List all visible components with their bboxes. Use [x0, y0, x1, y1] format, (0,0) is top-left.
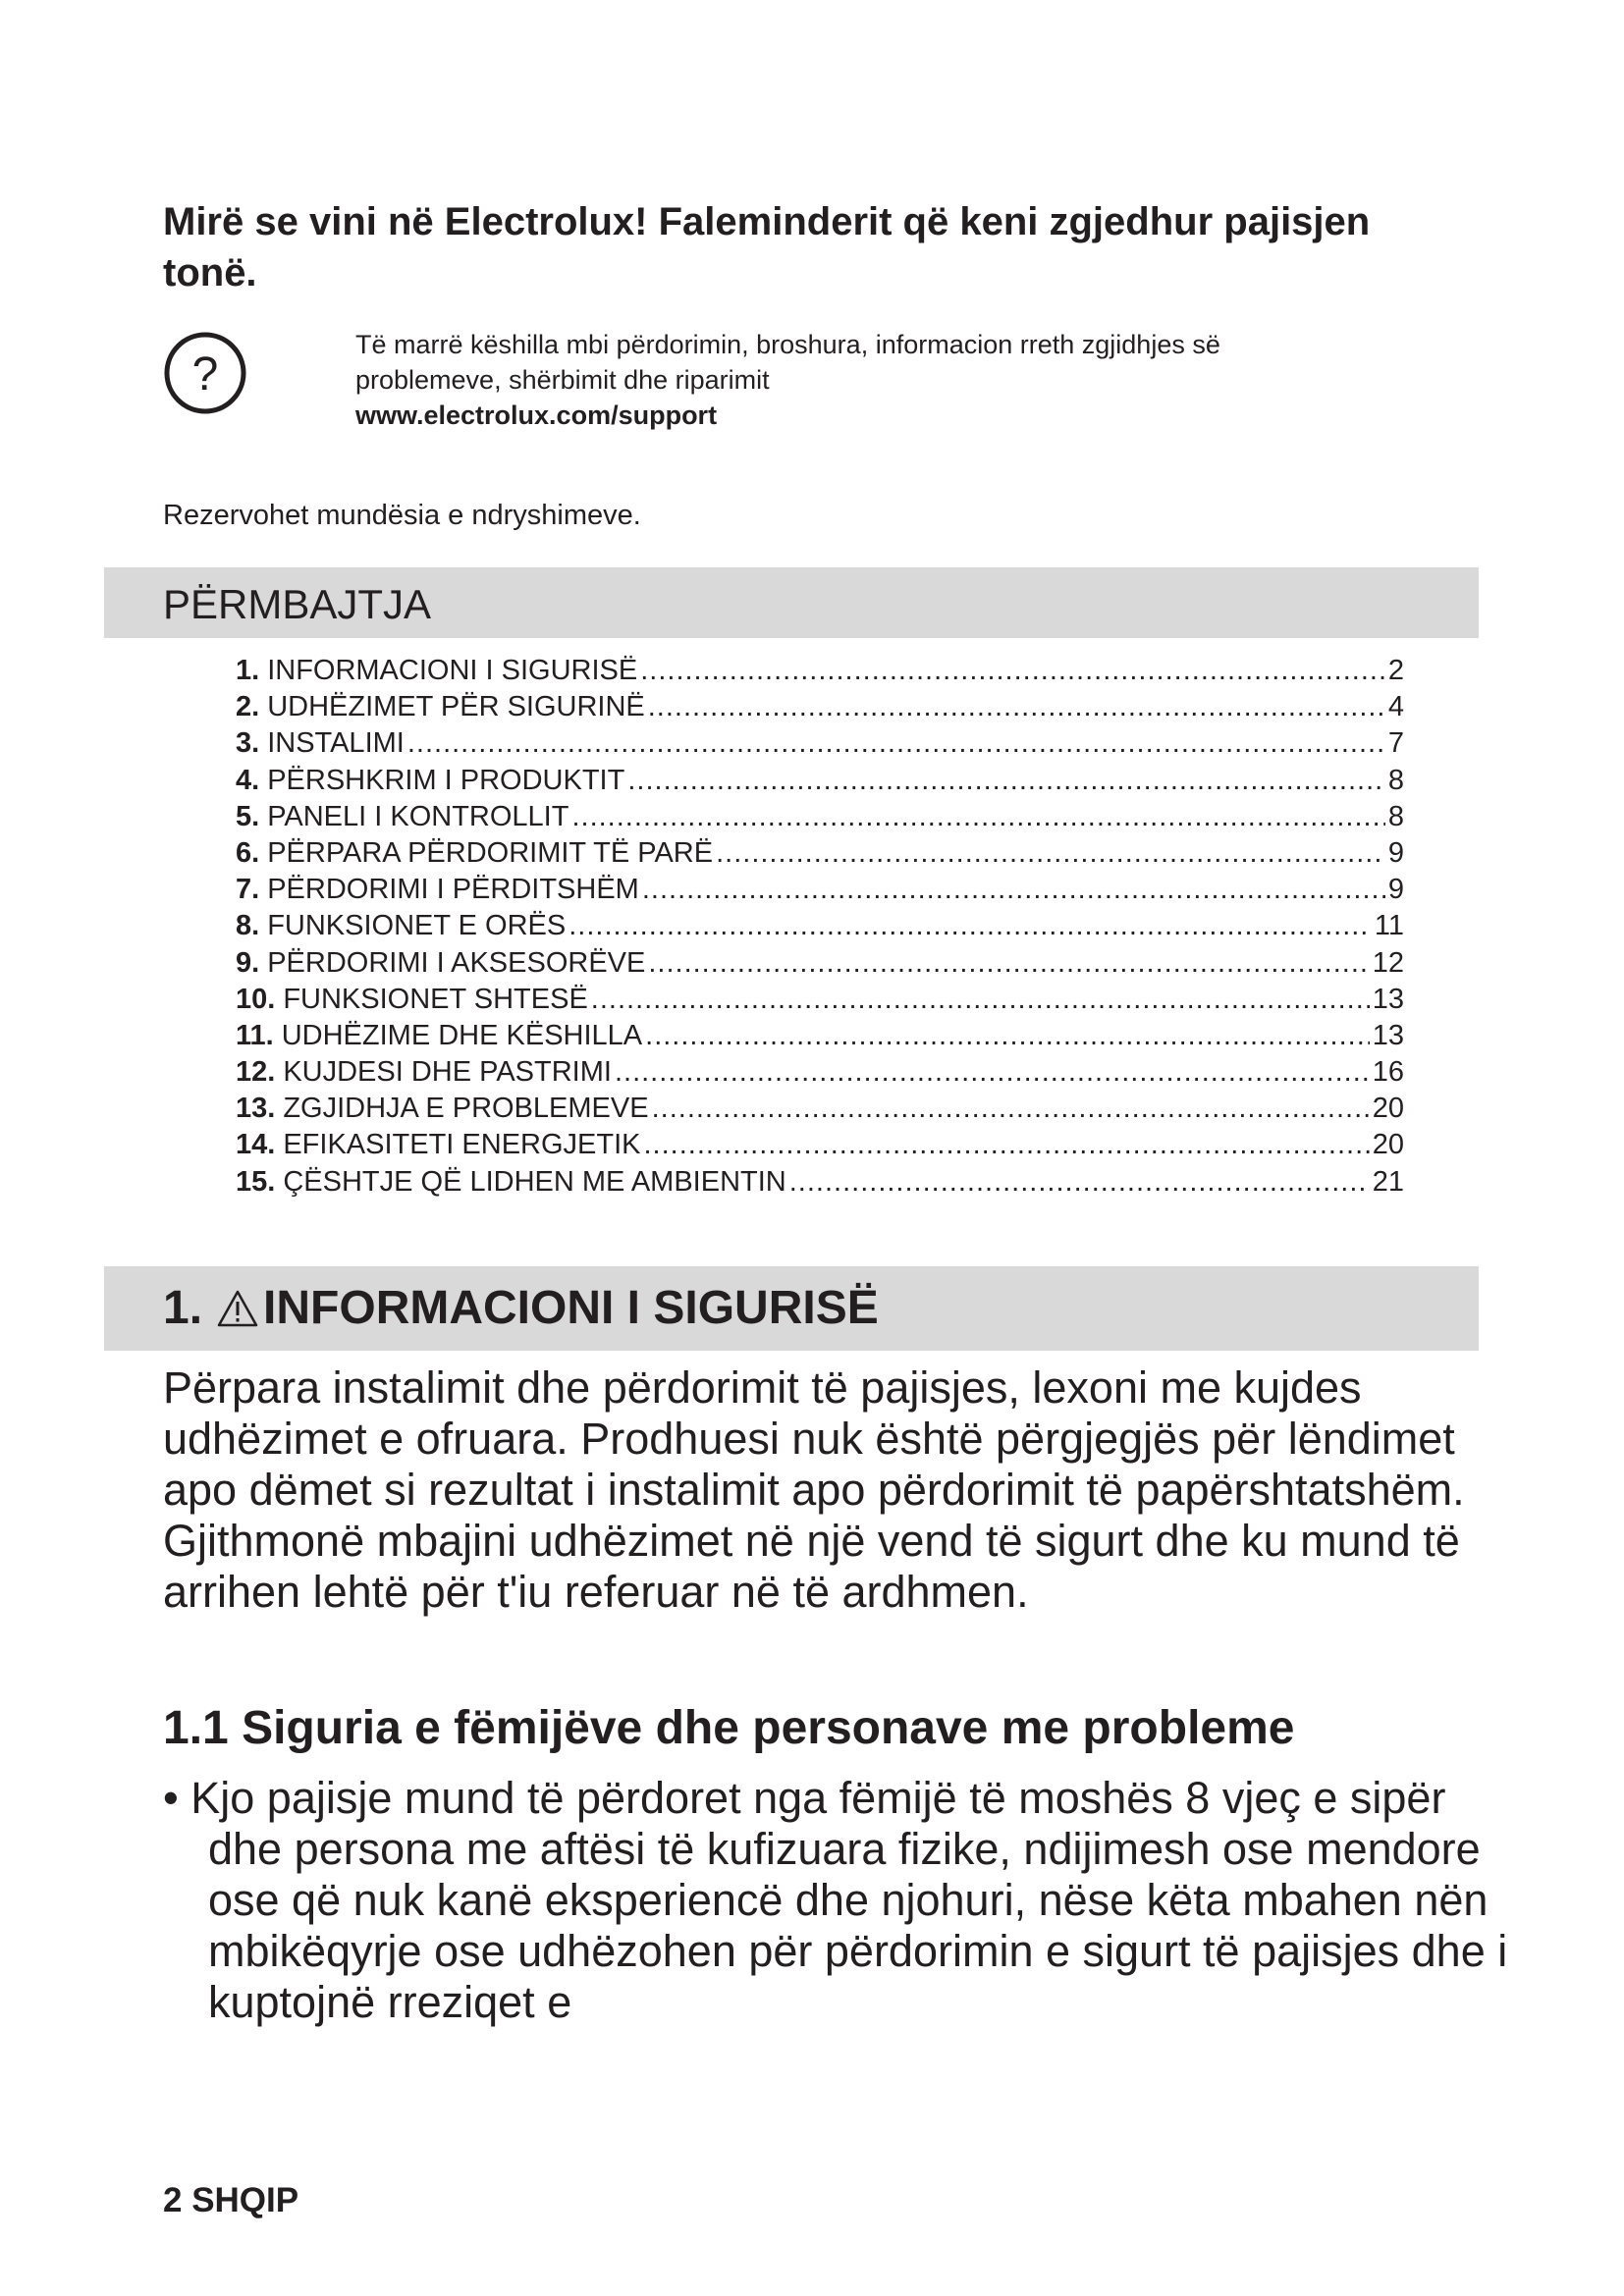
toc-item-page: 20 [1372, 1129, 1404, 1161]
toc-item-page: 20 [1372, 1093, 1404, 1125]
toc-leader-dots [652, 1091, 1370, 1127]
reserve-note: Rezervohet mundësia e ndryshimeve. [163, 500, 641, 531]
subsection-title: 1.1 Siguria e fëmijëve dhe personave me probleme [163, 1702, 1295, 1754]
toc-item-page: 8 [1387, 800, 1404, 832]
toc-item-label: UDHËZIME DHE KËSHILLA [281, 1019, 643, 1051]
toc-item-page: 13 [1372, 1019, 1404, 1051]
toc-item-label: FUNKSIONET E ORËS [267, 910, 567, 942]
toc-item-label: PANELI I KONTROLLIT [267, 800, 569, 832]
toc-item-label: PËRDORIMI I PËRDITSHËM [267, 874, 639, 906]
toc-item[interactable] [236, 725, 1404, 762]
toc-item-label: UDHËZIMET PËR SIGURINË [267, 691, 645, 723]
toc-item[interactable] [236, 1018, 1404, 1054]
toc-leader-dots [615, 1054, 1370, 1091]
toc-item-number: 13. [236, 1093, 276, 1125]
section-intro-paragraph: Përpara instalimit dhe përdorimit të pajisjes, lexoni me kujdes udhëzimet e ofruara. Prodhuesi nuk është përgjegjës për lëndimet apo dëmet si rezultat i instalimit apo përdorimit të papërshtatshëm. Gjithmonë mbajini udhëzimet në një vend të sigurt dhe ku mund të arrihen lehtë për t'iu referuar në të ardhmen. [163, 1362, 1465, 1617]
toc-item-label: EFIKASITETI ENERGJETIK [283, 1129, 641, 1161]
toc-leader-dots [627, 763, 1385, 799]
toc-leader-dots [648, 945, 1369, 982]
toc-item-page: 16 [1372, 1056, 1404, 1089]
toc-item[interactable] [236, 653, 1404, 689]
toc-leader-dots [716, 835, 1385, 872]
toc-leader-dots [645, 1018, 1370, 1054]
toc-item[interactable] [236, 1054, 1404, 1091]
toc-item[interactable] [236, 1164, 1404, 1201]
toc-item-number: 8. [236, 910, 260, 942]
section-1-title [163, 1278, 879, 1339]
toc-item-label: ÇËSHTJE QË LIDHEN ME AMBIENTIN [283, 1165, 786, 1198]
toc-item-page: 7 [1387, 727, 1404, 760]
toc-item[interactable] [236, 835, 1404, 872]
toc-item[interactable] [236, 872, 1404, 908]
toc-item-page: 4 [1387, 691, 1404, 723]
section-title-text: INFORMACIONI I SIGURISË [263, 1282, 879, 1334]
toc-title: PËRMBAJTJA [163, 581, 432, 627]
toc-leader-dots [640, 653, 1385, 689]
toc-item-page: 13 [1372, 983, 1404, 1015]
toc-item-number: 2. [236, 691, 260, 723]
toc-item[interactable] [236, 1091, 1404, 1127]
page-footer: 2 SHQIP [163, 2181, 299, 2219]
support-info-line-1: Të marrë këshilla mbi përdorimin, broshura, informacion rreth zgjidhjes së [355, 330, 1220, 359]
warning-triangle-icon [216, 1289, 259, 1328]
toc-item[interactable] [236, 982, 1404, 1018]
toc-item-number: 9. [236, 946, 260, 979]
toc-item-page: 9 [1387, 836, 1404, 869]
toc-item-number: 4. [236, 764, 260, 796]
toc-item-page: 2 [1387, 655, 1404, 686]
toc-leader-dots [568, 908, 1372, 944]
toc-item-page: 21 [1372, 1165, 1404, 1198]
toc-leader-dots [407, 725, 1385, 762]
toc-leader-dots [644, 1127, 1370, 1163]
question-circle-icon [163, 331, 247, 415]
toc-leader-dots [642, 872, 1385, 908]
table-of-contents [236, 653, 1404, 1201]
toc-item-number: 14. [236, 1129, 276, 1161]
toc-item-number: 7. [236, 874, 260, 906]
toc-leader-dots [648, 689, 1385, 725]
bullet-paragraph: • Kjo pajisje mund të përdoret nga fëmijë të moshës 8 vjeç e sipër dhe persona me aftësi të kufizuara fizike, ndijimesh ose mendore ose që nuk kanë eksperiencë dhe njohuri, nëse këta mbahen nën mbikëqyrje ose udhëzohen për përdorimin e sigurt të pajisjes dhe i kuptojnë rreziqet e [163, 1773, 1508, 2027]
toc-item-number: 5. [236, 800, 260, 832]
toc-item-label: PËRSHKRIM I PRODUKTIT [267, 764, 625, 796]
toc-item-page: 9 [1387, 874, 1404, 906]
support-url-link[interactable]: www.electrolux.com/support [355, 400, 718, 430]
svg-text:?: ? [191, 348, 219, 400]
toc-item[interactable] [236, 1127, 1404, 1163]
toc-leader-dots [571, 799, 1384, 835]
toc-item[interactable] [236, 945, 1404, 982]
toc-item-label: PËRDORIMI I AKSESORËVE [267, 946, 646, 979]
toc-item-number: 12. [236, 1056, 276, 1089]
toc-leader-dots [591, 982, 1370, 1018]
toc-item-label: INSTALIMI [267, 727, 405, 760]
toc-item-number: 1. [236, 655, 260, 686]
toc-item[interactable] [236, 763, 1404, 799]
toc-item-label: FUNKSIONET SHTESË [283, 983, 588, 1015]
toc-item-page: 11 [1374, 910, 1404, 942]
support-info [355, 327, 1337, 433]
toc-item-label: KUJDESI DHE PASTRIMI [283, 1056, 612, 1089]
toc-item[interactable] [236, 689, 1404, 725]
toc-item-label: PËRPARA PËRDORIMIT TË PARË [267, 836, 714, 869]
toc-item[interactable] [236, 908, 1404, 944]
support-info-line-2: problemeve, shërbimit dhe riparimit [355, 365, 770, 395]
toc-item-number: 15. [236, 1165, 276, 1198]
section-number: 1. [163, 1282, 203, 1334]
toc-item-label: ZGJIDHJA E PROBLEMEVE [283, 1093, 649, 1125]
toc-item-number: 11. [236, 1019, 274, 1051]
toc-item-number: 6. [236, 836, 260, 869]
toc-item-number: 10. [236, 983, 276, 1015]
toc-item-page: 8 [1387, 764, 1404, 796]
welcome-heading: Mirë se vini në Electrolux! Faleminderit që keni zgjedhur pajisjen tonë. [163, 200, 1371, 294]
toc-item-page: 12 [1372, 946, 1404, 979]
toc-item-number: 3. [236, 727, 260, 760]
toc-leader-dots [789, 1164, 1370, 1201]
toc-item[interactable] [236, 799, 1404, 835]
toc-item-label: INFORMACIONI I SIGURISË [267, 655, 638, 686]
